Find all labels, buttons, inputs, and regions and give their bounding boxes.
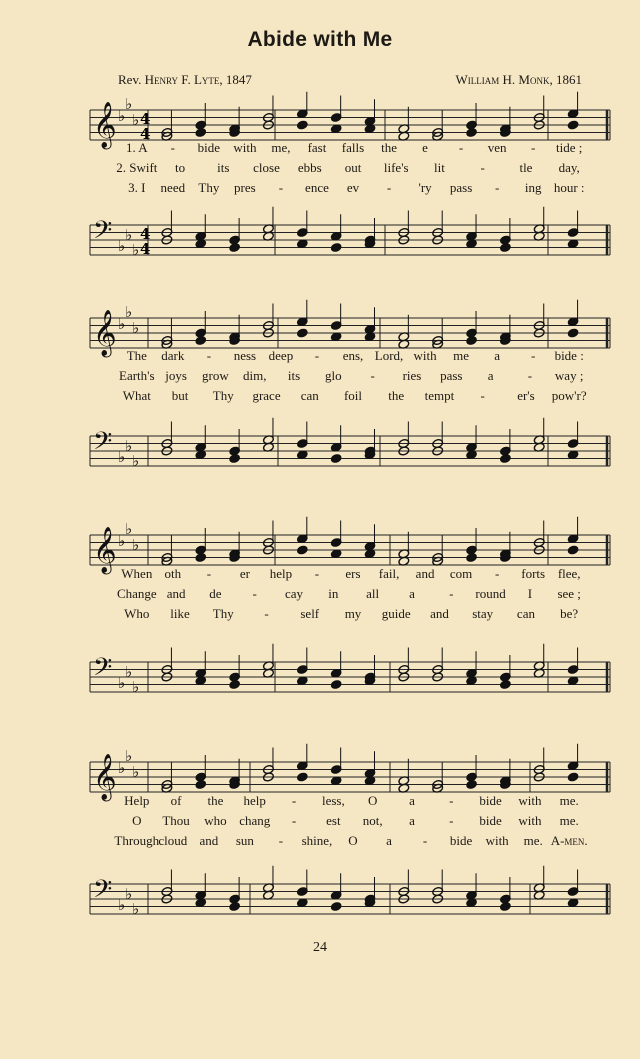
- lyric-syllable: with: [518, 793, 542, 808]
- flat-icon: ♭: [118, 674, 126, 692]
- bass-clef-icon: 𝄢: [93, 216, 113, 251]
- lyric-syllable: a: [409, 586, 415, 601]
- lyric-syllable: round: [475, 586, 506, 601]
- lyric-syllable: -: [370, 368, 375, 383]
- lyric-syllable: Thy: [198, 180, 220, 195]
- lyric-line: [118, 140, 588, 156]
- lyric-syllable: lit: [434, 160, 445, 175]
- lyric-line: [118, 160, 588, 176]
- lyric-syllable: -: [206, 566, 212, 581]
- bass-clef-icon: 𝄢: [93, 653, 113, 688]
- lyric-syllable: grace: [252, 388, 281, 403]
- quarter-note: [466, 552, 478, 562]
- lyric-syllable: ens,: [342, 348, 364, 363]
- lyric-syllable: ries: [402, 368, 422, 383]
- lyric-syllable: de: [209, 586, 222, 601]
- lyric-syllable: The: [126, 348, 147, 363]
- quarter-note: [567, 120, 579, 130]
- lyric-syllable: 2. Swift: [116, 160, 158, 175]
- flat-icon: ♭: [125, 520, 133, 538]
- lyric-syllable: ence: [305, 180, 329, 195]
- lyric-syllable: -: [278, 180, 284, 195]
- lyric-line: [118, 813, 588, 829]
- words-credit-prefix: Rev.: [118, 72, 145, 87]
- lyric-syllable: can: [300, 388, 319, 403]
- lyric-syllable: and: [166, 586, 186, 601]
- lyric-syllable: bide :: [554, 348, 584, 363]
- lyric-syllable: me.: [523, 833, 543, 848]
- quarter-note: [499, 679, 511, 689]
- lyric-syllable: -: [530, 348, 536, 363]
- lyric-syllable: with: [485, 833, 509, 848]
- bass-staff: [90, 644, 610, 696]
- lyric-syllable: -: [278, 833, 284, 848]
- lyric-syllable: -: [458, 140, 464, 155]
- lyric-syllable: -: [206, 348, 212, 363]
- lyric-syllable: sun: [235, 833, 254, 848]
- lyric-syllable: 1. A: [125, 140, 148, 155]
- lyric-syllable: tide ;: [556, 140, 583, 155]
- music-credit-name: William H. Monk: [455, 72, 550, 87]
- bass-clef-icon: 𝄢: [93, 875, 113, 910]
- lyric-syllable: a: [409, 813, 415, 828]
- lyric-syllable: joys: [165, 368, 187, 383]
- treble-clef-icon: 𝄞: [93, 102, 117, 148]
- quarter-note: [296, 328, 308, 338]
- lyric-syllable: -: [291, 813, 297, 828]
- lyric-syllable: bide: [479, 793, 502, 808]
- lyric-syllable: not,: [362, 813, 383, 828]
- quarter-note: [330, 679, 342, 689]
- lyric-syllable: falls: [341, 140, 365, 155]
- lyric-syllable: to: [174, 160, 186, 175]
- lyric-syllable: me,: [271, 140, 291, 155]
- lyric-syllable: in: [328, 586, 339, 601]
- music-credit-year: , 1861: [549, 72, 582, 87]
- quarter-note: [330, 242, 342, 252]
- lyric-syllable: Lord,: [374, 348, 404, 363]
- lyric-syllable: fail,: [378, 566, 400, 581]
- quarter-note: [195, 127, 207, 137]
- lyric-syllable: can: [516, 606, 535, 621]
- treble-clef-icon: 𝄞: [93, 754, 117, 800]
- flat-icon: ♭: [132, 319, 140, 337]
- flat-icon: ♭: [125, 885, 133, 903]
- lyric-syllable: all: [366, 586, 380, 601]
- lyric-syllable: -: [494, 566, 500, 581]
- lyric-syllable: and: [430, 606, 449, 621]
- lyric-syllable: a: [386, 833, 392, 848]
- time-signature-top: 4: [140, 110, 151, 128]
- treble-clef-icon: 𝄞: [93, 527, 117, 573]
- quarter-note: [499, 901, 511, 911]
- lyric-syllable: est: [326, 813, 341, 828]
- lyric-syllable: -: [449, 813, 454, 828]
- lyric-syllable: see ;: [557, 586, 581, 601]
- lyric-syllable: -: [386, 180, 392, 195]
- lyric-syllable: Thy: [212, 606, 234, 621]
- lyric-syllable: Help: [124, 793, 150, 808]
- flat-icon: ♭: [132, 900, 140, 918]
- lyric-syllable: ers: [345, 566, 361, 581]
- lyric-syllable: its: [217, 160, 230, 175]
- lyric-syllable: help: [243, 793, 266, 808]
- bass-clef-icon: 𝄢: [93, 427, 113, 462]
- lyric-syllable: ev: [346, 180, 360, 195]
- quarter-note: [296, 120, 308, 130]
- lyric-syllable: of: [170, 793, 182, 808]
- lyric-syllable: life's: [383, 160, 409, 175]
- lyric-syllable: A-men.: [550, 833, 588, 848]
- lyric-syllable: Earth's: [119, 368, 155, 383]
- quarter-note: [466, 779, 478, 789]
- lyric-syllable: pres: [234, 180, 256, 195]
- lyric-syllable: -: [170, 140, 175, 155]
- lyric-syllable: out: [344, 160, 362, 175]
- lyric-syllable: ven: [487, 140, 507, 155]
- lyric-syllable: tempt: [424, 388, 455, 403]
- lyric-syllable: -: [494, 180, 500, 195]
- lyric-syllable: I: [527, 586, 533, 601]
- flat-icon: ♭: [125, 437, 133, 455]
- page-number: 24: [313, 940, 327, 955]
- flat-icon: ♭: [125, 303, 133, 321]
- lyric-syllable: flee,: [557, 566, 581, 581]
- time-signature-top: 4: [140, 225, 151, 243]
- lyric-syllable: help: [269, 566, 293, 581]
- lyric-syllable: grow: [202, 368, 229, 383]
- quarter-note: [229, 242, 241, 252]
- lyric-line: [118, 348, 588, 364]
- lyric-line: [118, 793, 588, 809]
- quarter-note: [567, 772, 579, 782]
- lyric-syllable: self: [300, 606, 320, 621]
- lyric-syllable: need: [160, 180, 186, 195]
- flat-icon: ♭: [118, 759, 126, 777]
- quarter-note: [195, 552, 207, 562]
- lyric-syllable: pass: [440, 368, 463, 383]
- lyric-syllable: -: [480, 160, 485, 175]
- quarter-note: [296, 772, 308, 782]
- lyric-line: [118, 606, 588, 622]
- lyric-syllable: my: [344, 606, 362, 621]
- flat-icon: ♭: [132, 763, 140, 781]
- hymn-title: Abide with Me: [247, 28, 393, 51]
- quarter-note: [567, 328, 579, 338]
- lyric-syllable: fast: [307, 140, 327, 155]
- lyric-line: [114, 833, 588, 849]
- lyric-syllable: forts: [521, 566, 546, 581]
- lyric-syllable: dim,: [242, 368, 267, 383]
- lyric-syllable: shine,: [301, 833, 333, 848]
- bass-staff: [90, 207, 610, 259]
- lyric-syllable: deep: [268, 348, 294, 363]
- lyric-syllable: the: [207, 793, 224, 808]
- lyric-syllable: Thou: [162, 813, 190, 828]
- quarter-note: [330, 453, 342, 463]
- lyric-line: [118, 388, 588, 404]
- lyric-syllable: -: [291, 793, 297, 808]
- lyric-syllable: the: [381, 140, 397, 155]
- time-signature-bottom: 4: [140, 240, 151, 258]
- lyric-syllable: and: [199, 833, 219, 848]
- flat-icon: ♭: [118, 448, 126, 466]
- lyric-syllable: O: [367, 793, 378, 808]
- lyric-syllable: -: [252, 586, 257, 601]
- quarter-note: [229, 453, 241, 463]
- lyric-syllable: chang: [239, 813, 271, 828]
- flat-icon: ♭: [118, 532, 126, 550]
- lyric-syllable: day,: [558, 160, 580, 175]
- lyric-syllable: with: [413, 348, 437, 363]
- lyric-syllable: -: [480, 388, 485, 403]
- lyric-syllable: its: [287, 368, 301, 383]
- lyric-syllable: a: [409, 793, 415, 808]
- lyric-syllable: -: [314, 566, 320, 581]
- quarter-note: [296, 545, 308, 555]
- lyric-syllable: What: [122, 388, 151, 403]
- lyric-syllable: me.: [559, 793, 579, 808]
- lyric-syllable: and: [415, 566, 435, 581]
- lyric-syllable: Thy: [212, 388, 234, 403]
- lyric-syllable: -: [422, 833, 428, 848]
- lyric-syllable: O: [348, 833, 358, 848]
- lyric-syllable: way ;: [554, 368, 584, 383]
- time-signature-bottom: 4: [140, 125, 151, 143]
- lyric-syllable: com: [449, 566, 473, 581]
- lyric-syllable: like: [170, 606, 190, 621]
- lyric-syllable: me: [453, 348, 470, 363]
- lyric-syllable: foil: [343, 388, 363, 403]
- lyric-syllable: the: [388, 388, 405, 403]
- lyric-syllable: guide: [381, 606, 411, 621]
- flat-icon: ♭: [125, 663, 133, 681]
- words-credit-name: Henry F. Lyte: [144, 72, 220, 87]
- quarter-note: [499, 242, 511, 252]
- lyric-syllable: ness: [233, 348, 257, 363]
- lyric-syllable: 'ry: [418, 180, 432, 195]
- lyric-syllable: who: [204, 813, 227, 828]
- flat-icon: ♭: [132, 241, 140, 259]
- lyric-syllable: er's: [517, 388, 535, 403]
- lyric-syllable: be?: [560, 606, 579, 621]
- lyric-syllable: tle: [519, 160, 533, 175]
- lyric-syllable: but: [171, 388, 189, 403]
- lyric-syllable: -: [527, 368, 533, 383]
- flat-icon: ♭: [132, 536, 140, 554]
- lyric-line: [118, 180, 588, 196]
- lyric-syllable: -: [449, 793, 454, 808]
- bass-staff: [90, 866, 610, 918]
- lyric-syllable: Who: [124, 606, 150, 621]
- lyric-syllable: glo: [325, 368, 342, 383]
- flat-icon: ♭: [118, 896, 126, 914]
- flat-icon: ♭: [125, 747, 133, 765]
- lyric-syllable: e: [422, 140, 428, 155]
- lyric-syllable: cloud: [158, 833, 188, 848]
- flat-icon: ♭: [118, 315, 126, 333]
- lyric-syllable: When: [121, 566, 153, 581]
- lyric-syllable: ebbs: [297, 160, 322, 175]
- quarter-note: [195, 779, 207, 789]
- quarter-note: [229, 901, 241, 911]
- lyric-syllable: er: [239, 566, 250, 581]
- lyric-syllable: -: [530, 140, 536, 155]
- flat-icon: ♭: [118, 237, 126, 255]
- lyric-syllable: pass: [449, 180, 473, 195]
- treble-clef-icon: 𝄞: [93, 310, 117, 356]
- words-credit-year: , 1847: [219, 72, 252, 87]
- lyric-syllable: bide: [197, 140, 221, 155]
- flat-icon: ♭: [132, 678, 140, 696]
- quarter-note: [229, 679, 241, 689]
- flat-icon: ♭: [132, 452, 140, 470]
- lyric-syllable: bide: [449, 833, 473, 848]
- lyric-syllable: a: [487, 368, 494, 383]
- quarter-note: [567, 545, 579, 555]
- lyric-syllable: O: [132, 813, 142, 828]
- flat-icon: ♭: [125, 226, 133, 244]
- lyric-syllable: dark: [161, 348, 185, 363]
- lyric-syllable: Change: [116, 586, 157, 601]
- quarter-note: [466, 335, 478, 345]
- lyric-syllable: less,: [321, 793, 345, 808]
- quarter-note: [466, 127, 478, 137]
- lyric-syllable: Through: [114, 833, 160, 848]
- lyric-line: [118, 368, 588, 384]
- lyric-syllable: -: [449, 586, 454, 601]
- lyric-syllable: bide: [479, 813, 502, 828]
- lyric-syllable: hour :: [553, 180, 585, 195]
- lyric-syllable: -: [264, 606, 269, 621]
- lyric-line: [118, 566, 588, 582]
- lyric-line: [118, 586, 588, 602]
- lyric-syllable: stay: [472, 606, 494, 621]
- lyric-syllable: with: [233, 140, 257, 155]
- quarter-note: [330, 901, 342, 911]
- lyric-syllable: -: [314, 348, 320, 363]
- lyric-syllable: 3. I: [128, 180, 146, 195]
- flat-icon: ♭: [125, 95, 133, 113]
- lyric-syllable: oth: [164, 566, 182, 581]
- lyric-syllable: a: [494, 348, 501, 363]
- quarter-note: [499, 453, 511, 463]
- flat-icon: ♭: [118, 107, 126, 125]
- lyric-syllable: with: [518, 813, 542, 828]
- lyric-syllable: close: [253, 160, 280, 175]
- lyric-syllable: pow'r?: [551, 388, 587, 403]
- flat-icon: ♭: [132, 111, 140, 129]
- quarter-note: [195, 335, 207, 345]
- lyric-syllable: me.: [559, 813, 579, 828]
- lyric-syllable: cay: [285, 586, 304, 601]
- bass-staff: [90, 418, 610, 470]
- lyric-syllable: ing: [524, 180, 542, 195]
